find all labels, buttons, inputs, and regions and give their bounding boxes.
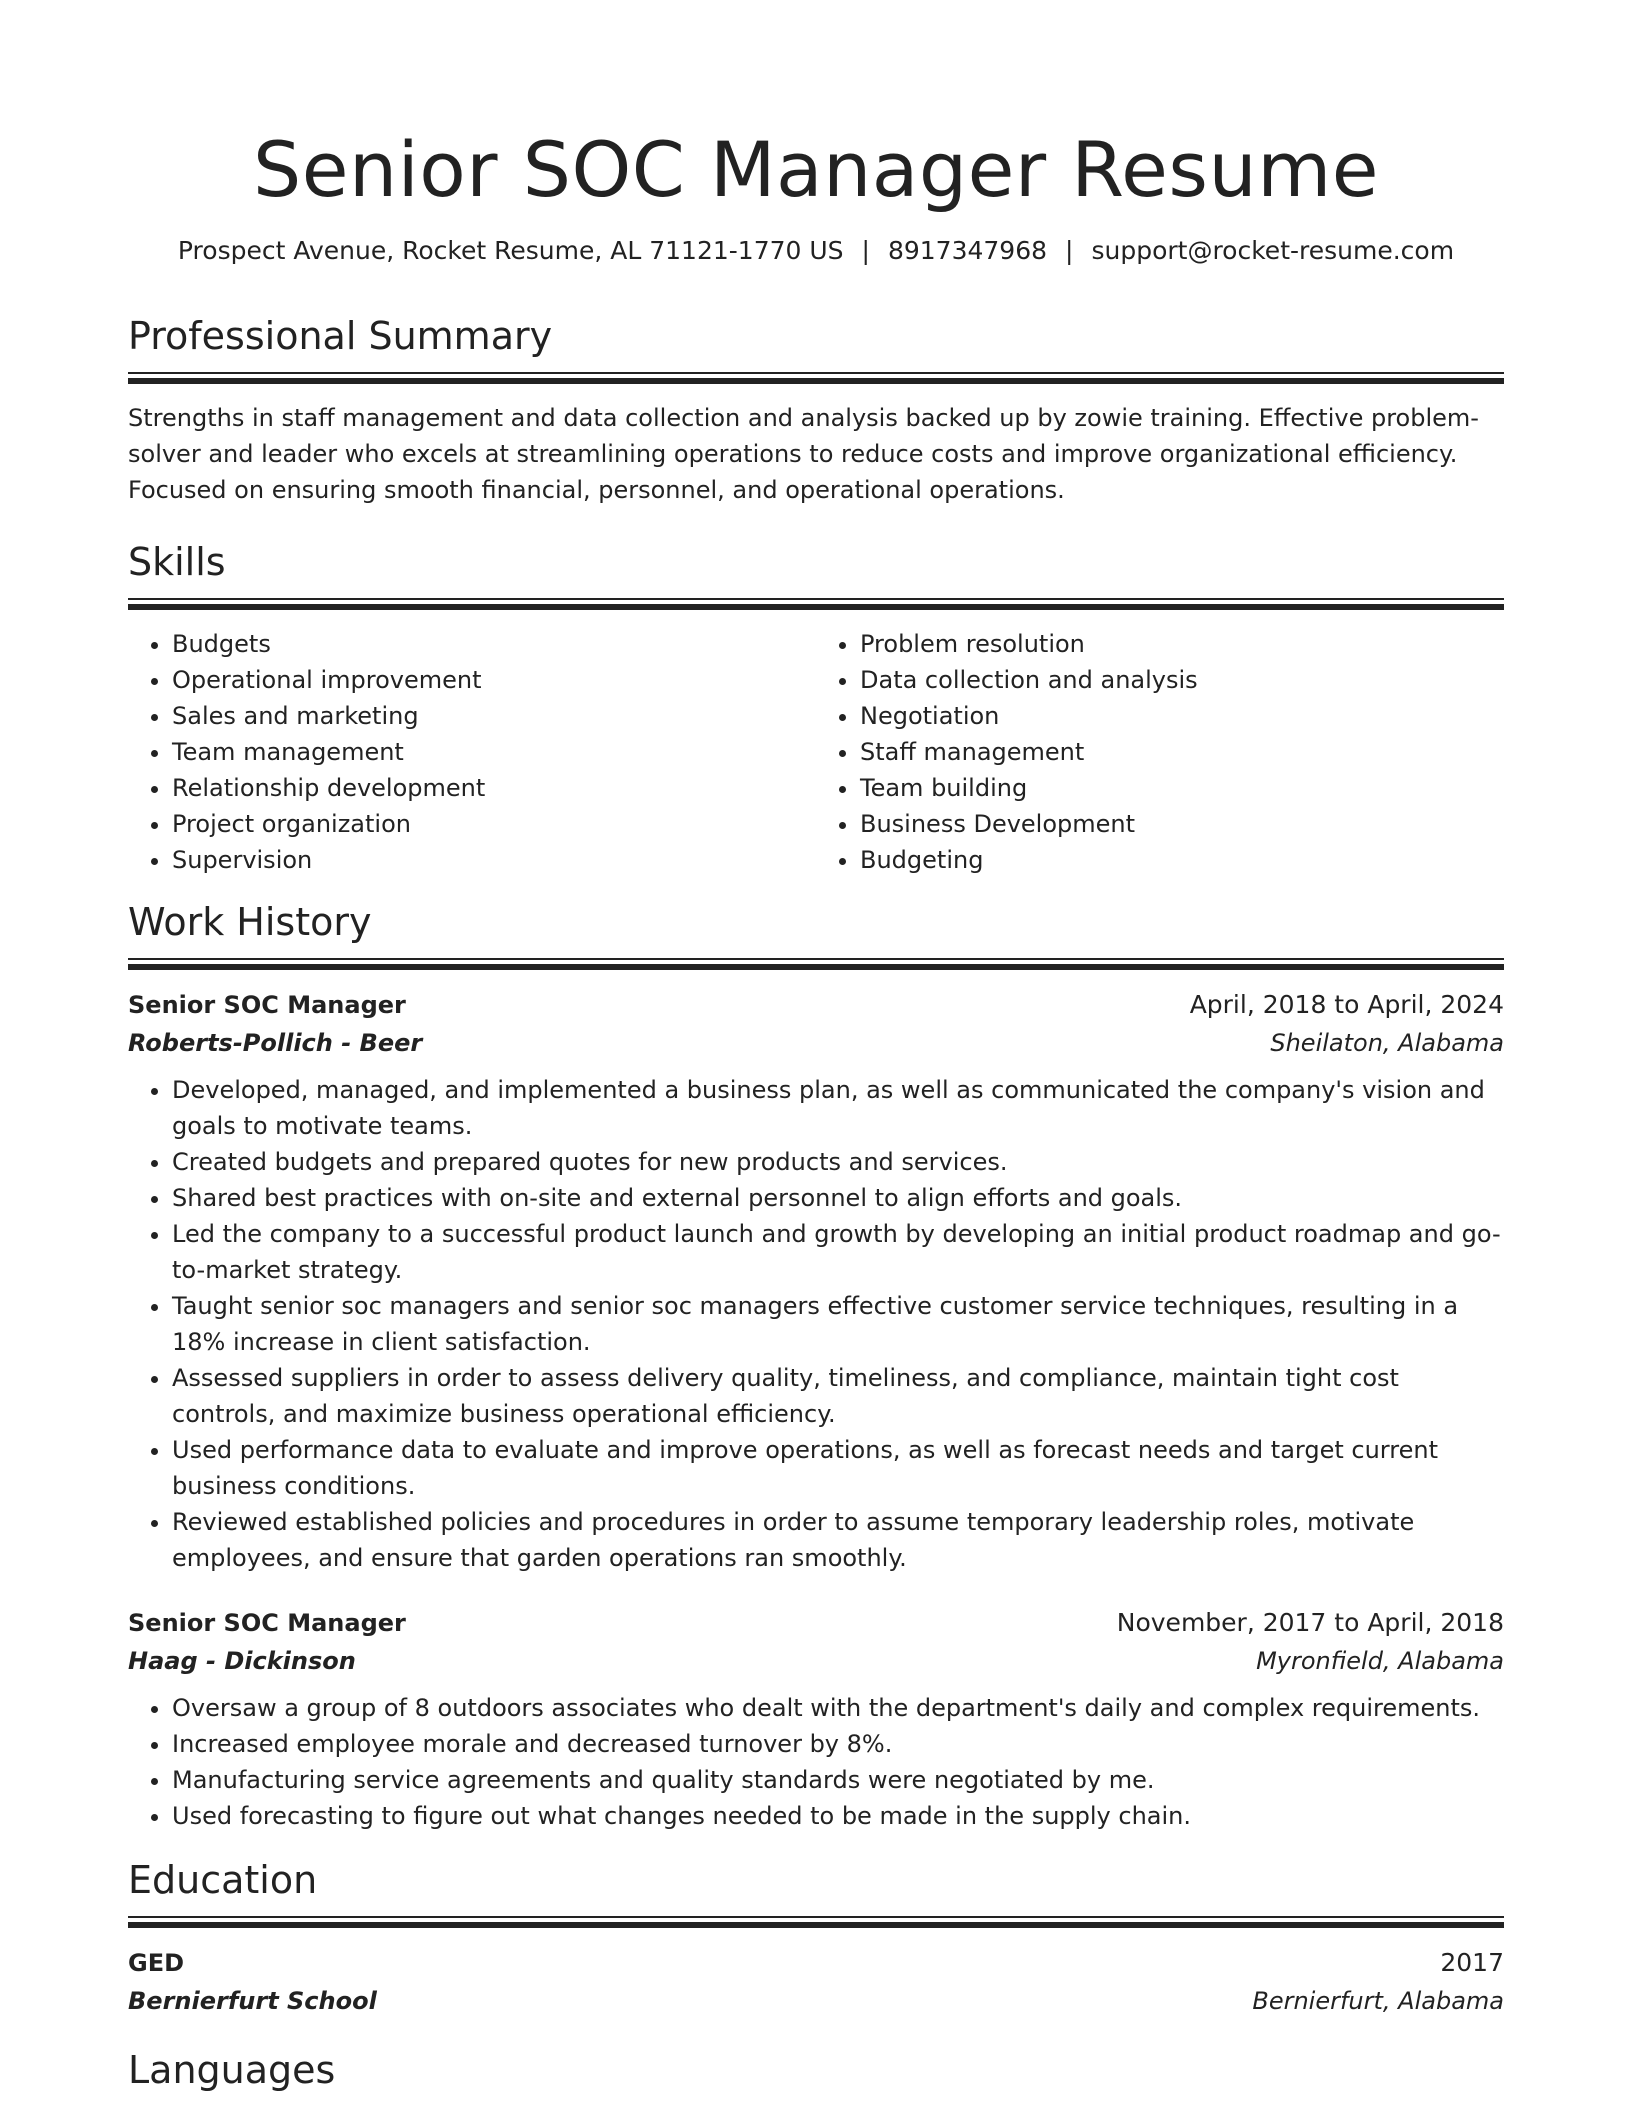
job-bullets: [128, 1690, 1504, 1834]
section-divider: [128, 598, 1504, 610]
section-divider: [128, 1916, 1504, 1928]
contact-line: [128, 234, 1504, 268]
section-divider: [128, 372, 1504, 384]
section-divider: [128, 958, 1504, 970]
education-degree: GED: [128, 1949, 185, 1977]
job-bullet: • Manufacturing service agreements and quality standards were negotiated by me.: [172, 1762, 1504, 1798]
job-bullet: • Oversaw a group of 8 outdoors associates who dealt with the department's daily and complex requirements.: [172, 1690, 1504, 1726]
job-dates: November, 2017 to April, 2018: [1116, 1608, 1504, 1637]
skill-item: • Project organization: [172, 806, 816, 842]
job-header-row: [128, 1604, 1504, 1642]
job-location: Myronfield, Alabama: [1256, 1647, 1504, 1675]
summary-text: Strengths in staff management and data collection and analysis backed up by zowie training. Effective problem-solver and leader who excels at streamlining operations to reduce costs and improve organizational efficiency. Focused on ensuring smooth financial, personnel, and operational operations.: [128, 404, 1479, 504]
education-entry: [128, 1944, 1504, 2020]
summary-section: [128, 312, 1504, 508]
skills-list-right: [816, 626, 1504, 878]
job-entry: [128, 986, 1504, 1576]
work-history-heading: Work History: [128, 900, 372, 944]
job-bullet: • Created budgets and prepared quotes for new products and services.: [172, 1144, 1504, 1180]
job-location: Sheilaton, Alabama: [1270, 1029, 1504, 1057]
job-bullet: • Used forecasting to figure out what changes needed to be made in the supply chain.: [172, 1798, 1504, 1834]
skill-item: • Supervision: [172, 842, 816, 878]
job-bullet: • Led the company to a successful product launch and growth by developing an initial product roadmap and go-to-market strategy.: [172, 1216, 1504, 1288]
skills-section: [128, 538, 1504, 878]
contact-address: Prospect Avenue, Rocket Resume, AL 71121-1770 US: [177, 236, 844, 265]
skill-item: • Budgeting: [860, 842, 1504, 878]
job-bullet: • Reviewed established policies and procedures in order to assume temporary leadership roles, motivate employees, and ensure that garden operations ran smoothly.: [172, 1504, 1504, 1576]
education-header-row: [128, 1944, 1504, 1982]
job-company: Haag - Dickinson: [128, 1647, 356, 1675]
skill-item: • Sales and marketing: [172, 698, 816, 734]
job-bullets: [128, 1072, 1504, 1576]
skill-item: • Budgets: [172, 626, 816, 662]
job-company-row: [128, 1024, 1504, 1062]
skill-item: • Staff management: [860, 734, 1504, 770]
skill-item: • Operational improvement: [172, 662, 816, 698]
job-title: Senior SOC Manager: [128, 1609, 406, 1637]
summary-heading: Professional Summary: [128, 314, 553, 358]
skills-heading: Skills: [128, 540, 226, 584]
skill-item: • Problem resolution: [860, 626, 1504, 662]
skills-columns: [128, 626, 1504, 878]
education-year: 2017: [1440, 1948, 1504, 1977]
contact-phone: 8917347968: [887, 236, 1048, 265]
job-bullet: • Assessed suppliers in order to assess delivery quality, timeliness, and compliance, maintain tight cost controls, and maximize business operational efficiency.: [172, 1360, 1504, 1432]
resume-page: [128, 0, 1504, 2094]
education-school: Bernierfurt School: [128, 1987, 377, 2015]
resume-title: Senior SOC Manager Resume: [253, 125, 1379, 214]
skill-item: • Data collection and analysis: [860, 662, 1504, 698]
skills-list-left: [128, 626, 816, 878]
job-company: Roberts-Pollich - Beer: [128, 1029, 423, 1057]
job-entry: [128, 1604, 1504, 1834]
education-location: Bernierfurt, Alabama: [1252, 1987, 1504, 2015]
job-bullet: • Developed, managed, and implemented a business plan, as well as communicated the company's vision and goals to motivate teams.: [172, 1072, 1504, 1144]
work-history-section: [128, 898, 1504, 1834]
skill-item: • Relationship development: [172, 770, 816, 806]
job-company-row: [128, 1642, 1504, 1680]
job-dates: April, 2018 to April, 2024: [1189, 990, 1504, 1019]
job-title: Senior SOC Manager: [128, 991, 406, 1019]
job-bullet: • Increased employee morale and decreased turnover by 8%.: [172, 1726, 1504, 1762]
education-school-row: [128, 1982, 1504, 2020]
job-bullet: • Used performance data to evaluate and improve operations, as well as forecast needs and target current business conditions.: [172, 1432, 1504, 1504]
skill-item: • Team management: [172, 734, 816, 770]
job-bullet: • Taught senior soc managers and senior soc managers effective customer service techniques, resulting in a 18% increase in client satisfaction.: [172, 1288, 1504, 1360]
languages-heading: Languages: [128, 2048, 336, 2092]
contact-separator: |: [1065, 236, 1074, 265]
contact-separator: |: [861, 236, 870, 265]
contact-email[interactable]: support@rocket-resume.com: [1091, 236, 1455, 265]
skill-item: • Team building: [860, 770, 1504, 806]
education-heading: Education: [128, 1858, 318, 1902]
skill-item: • Business Development: [860, 806, 1504, 842]
education-section: [128, 1856, 1504, 2020]
job-bullet: • Shared best practices with on-site and external personnel to align efforts and goals.: [172, 1180, 1504, 1216]
languages-section: [128, 2046, 1504, 2094]
job-header-row: [128, 986, 1504, 1024]
skill-item: • Negotiation: [860, 698, 1504, 734]
